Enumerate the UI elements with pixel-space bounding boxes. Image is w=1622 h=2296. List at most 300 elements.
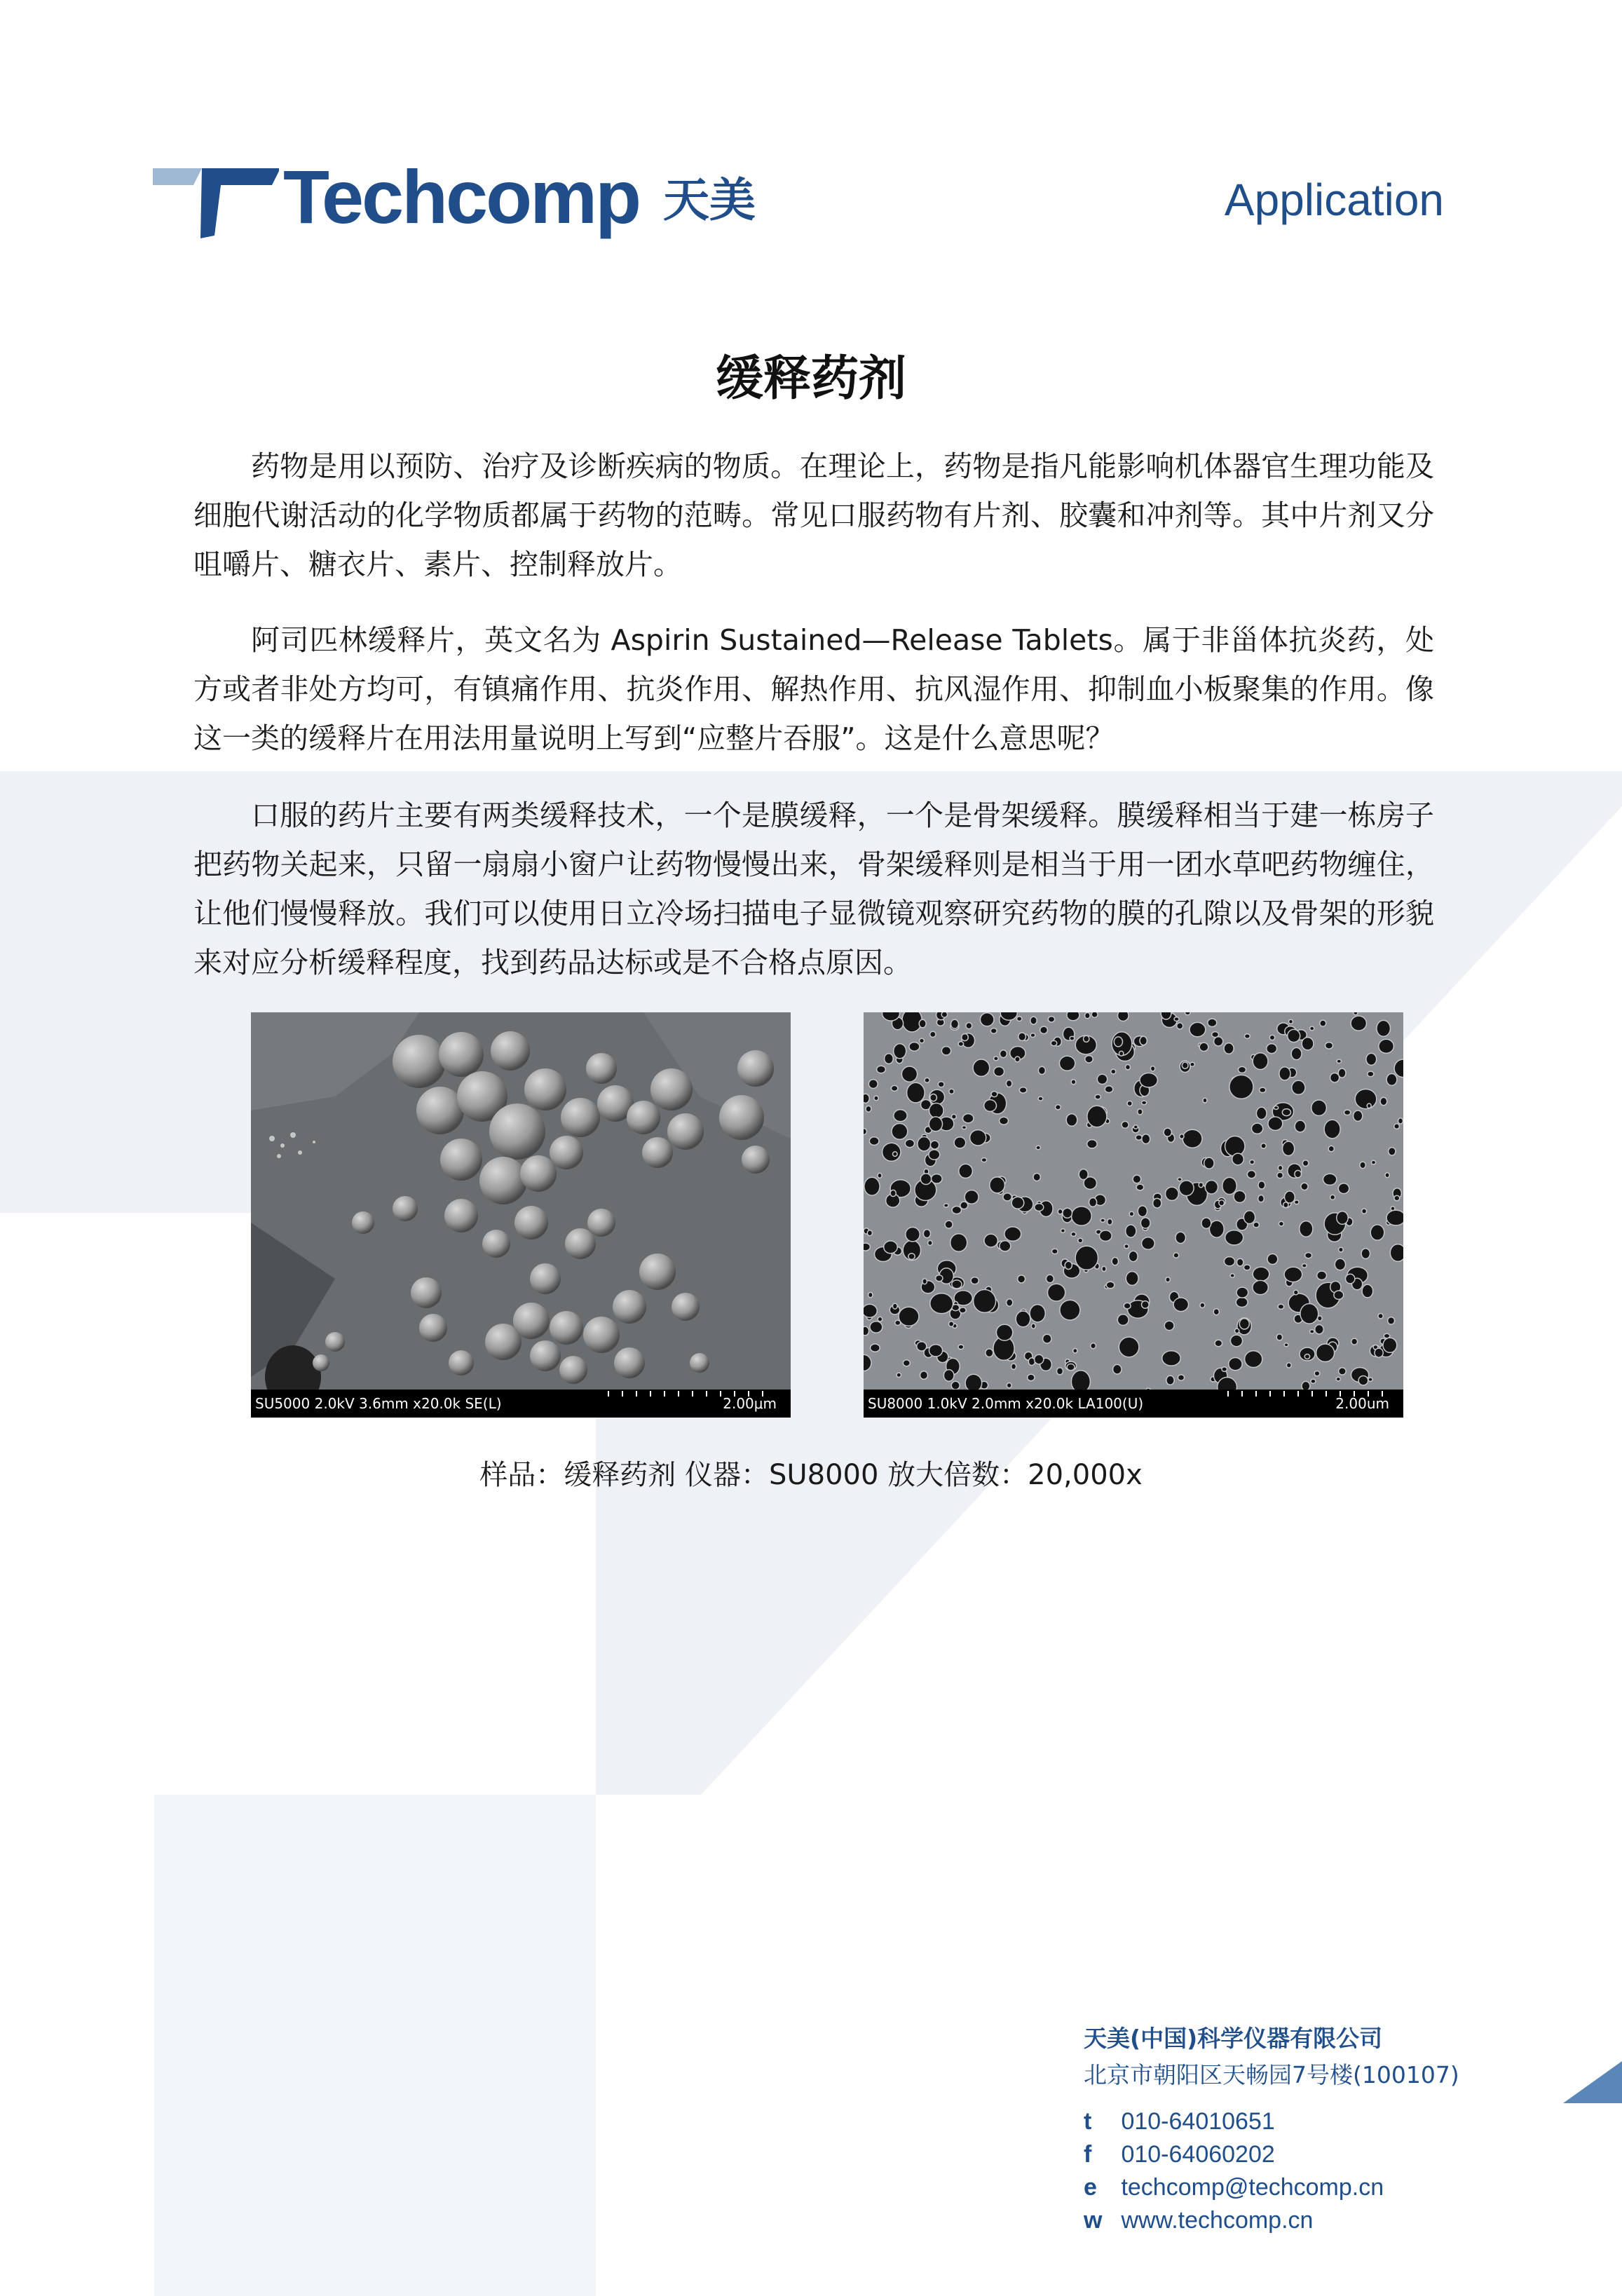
membrane-pore <box>1250 1160 1255 1164</box>
membrane-pore <box>918 1137 931 1151</box>
membrane-pore <box>1253 1267 1269 1281</box>
membrane-pore <box>944 1204 949 1207</box>
membrane-pore <box>1274 1106 1278 1110</box>
membrane-pore <box>884 1241 898 1254</box>
membrane-pore <box>1310 1330 1314 1333</box>
membrane-pore <box>1030 1017 1037 1024</box>
membrane-pore <box>1067 1364 1075 1370</box>
membrane-pore <box>1087 1106 1107 1127</box>
membrane-pore <box>1267 1044 1277 1054</box>
membrane-pore <box>1230 1335 1242 1347</box>
membrane-pore <box>1301 1183 1308 1190</box>
membrane-pore <box>1201 1218 1211 1228</box>
membrane-pore <box>1368 1071 1374 1077</box>
membrane-pore <box>1091 1012 1098 1017</box>
membrane-pore <box>1292 1080 1305 1094</box>
contact-phone <box>1084 2108 1275 2140</box>
membrane-pore <box>941 1047 950 1055</box>
membrane-pore <box>936 1275 943 1282</box>
membrane-pore <box>941 1012 947 1017</box>
membrane-pore <box>1253 1280 1268 1294</box>
membrane-pore <box>991 1092 997 1097</box>
membrane-pore <box>1234 1190 1246 1202</box>
membrane-pore <box>962 1034 969 1041</box>
membrane-pore <box>1239 1319 1249 1329</box>
membrane-pore <box>949 1089 954 1094</box>
membrane-pore <box>1283 1202 1288 1208</box>
membrane-pore <box>1324 1120 1340 1139</box>
membrane-pore <box>1113 1364 1122 1374</box>
membrane-pore <box>1059 1056 1075 1071</box>
company-address: 北京市朝阳区天畅园7号楼(100107) <box>1084 2061 1459 2088</box>
membrane-pore <box>1018 1033 1026 1040</box>
membrane-pore <box>1071 1080 1076 1085</box>
membrane-pore <box>1305 1253 1312 1258</box>
membrane-pore <box>1337 1059 1341 1063</box>
membrane-pore <box>871 1344 880 1352</box>
membrane-pore <box>1190 1022 1206 1036</box>
membrane-pore <box>1164 1128 1171 1136</box>
contact-website[interactable] <box>1084 2207 1313 2239</box>
membrane-pore <box>1362 1284 1373 1298</box>
contact-email[interactable] <box>1084 2174 1384 2206</box>
membrane-pore <box>1058 1209 1063 1214</box>
membrane-pore <box>1256 1107 1267 1119</box>
membrane-pore <box>1073 1349 1077 1353</box>
membrane-pore <box>1278 1304 1284 1309</box>
membrane-pore <box>1215 1340 1222 1346</box>
membrane-pore <box>986 1349 993 1357</box>
membrane-pore <box>1284 1267 1302 1282</box>
membrane-pore <box>901 1066 917 1082</box>
membrane-pore <box>1036 1146 1040 1150</box>
membrane-pore <box>1164 1321 1174 1330</box>
membrane-pore <box>1394 1124 1400 1129</box>
membrane-pore <box>1142 1134 1150 1144</box>
membrane-pore <box>1100 1230 1112 1241</box>
membrane-pore <box>1126 1065 1131 1070</box>
membrane-pore <box>1166 1277 1170 1282</box>
membrane-pore <box>1112 1258 1118 1265</box>
sem-info-text: SU8000 1.0kV 2.0mm x20.0k LA100(U) <box>868 1395 1144 1412</box>
membrane-pore <box>973 1059 990 1076</box>
membrane-pore <box>1000 1117 1009 1125</box>
membrane-pore <box>1106 1282 1115 1289</box>
membrane-pore <box>1278 1165 1282 1170</box>
membrane-pore <box>1040 1026 1048 1033</box>
membrane-pore <box>930 1094 937 1101</box>
membrane-pore <box>1204 1157 1214 1169</box>
membrane-pore <box>1119 1051 1124 1056</box>
membrane-pore <box>1234 1329 1239 1333</box>
membrane-pore <box>1302 1264 1307 1268</box>
membrane-pore <box>864 1129 867 1135</box>
membrane-pore <box>1178 1178 1182 1181</box>
membrane-pore <box>1286 1363 1291 1368</box>
membrane-pore <box>994 1057 998 1061</box>
membrane-pore <box>899 1307 919 1326</box>
membrane-pore <box>864 1326 869 1336</box>
membrane-pore <box>866 1106 871 1112</box>
membrane-pore <box>1066 1114 1077 1127</box>
membrane-pore <box>1316 1344 1335 1361</box>
membrane-pore <box>1138 1206 1147 1217</box>
membrane-pore <box>1175 1232 1185 1243</box>
sem-info-text: SU5000 2.0kV 3.6mm x20.0k SE(L) <box>255 1395 502 1412</box>
scale-bar-ticks-icon <box>864 1390 1403 1418</box>
membrane-pore <box>1200 1303 1205 1307</box>
membrane-pore <box>1236 1287 1248 1298</box>
membrane-pore <box>1224 1043 1234 1054</box>
contact-value[interactable]: www.techcomp.cn <box>1121 2207 1314 2234</box>
membrane-pore <box>1283 1141 1295 1155</box>
membrane-pore <box>1140 1036 1147 1045</box>
scale-bar-ticks-icon <box>251 1390 791 1418</box>
membrane-pore <box>1258 1181 1265 1189</box>
membrane-pore <box>1243 1211 1255 1224</box>
membrane-pore <box>1129 1211 1133 1216</box>
membrane-pore <box>920 1174 931 1185</box>
sem-image-pores <box>864 1012 1403 1418</box>
logo-chinese-name: 天美 <box>663 173 756 227</box>
membrane-pore <box>1245 1351 1262 1368</box>
membrane-pore <box>925 1078 929 1082</box>
sem-spheres-graphic <box>251 1012 791 1418</box>
membrane-pore <box>1351 1016 1366 1031</box>
membrane-pore <box>1030 1305 1045 1322</box>
contact-key: t <box>1084 2108 1092 2135</box>
membrane-pore <box>1243 1265 1250 1270</box>
membrane-pore <box>892 1303 897 1309</box>
membrane-pore <box>1061 1229 1065 1232</box>
membrane-pore <box>922 1279 927 1284</box>
membrane-pore <box>1379 1039 1394 1053</box>
membrane-pore <box>1325 1042 1333 1049</box>
membrane-pore <box>1105 1086 1113 1093</box>
membrane-pore <box>864 1243 870 1251</box>
membrane-pore <box>894 1110 907 1122</box>
membrane-pore <box>954 1137 966 1148</box>
membrane-pore <box>952 1207 961 1214</box>
membrane-pore <box>1295 1120 1305 1132</box>
membrane-pore <box>1071 1232 1076 1236</box>
sem-info-bar <box>251 1390 791 1418</box>
membrane-pore <box>1129 1251 1138 1261</box>
membrane-pore <box>984 1234 997 1247</box>
membrane-pore <box>878 1173 882 1178</box>
membrane-pore <box>1057 1368 1063 1375</box>
membrane-pore <box>1252 1123 1263 1134</box>
membrane-pore <box>1224 1257 1234 1266</box>
membrane-pore <box>1177 1023 1183 1029</box>
membrane-pore <box>1142 1237 1155 1250</box>
paragraph-intro: 药物是用以预防、治疗及诊断疾病的物质。在理论上，药物是指凡能影响机体器官生理功能及细胞代谢活动的化学物质都属于药物的范畴。常见口服药物有片剂、胶囊和冲剂等。其中片剂又分咀嚼片、糖衣片、素片、控制释放片。 <box>193 449 1434 581</box>
membrane-pore <box>1317 1271 1327 1279</box>
membrane-pore <box>1084 1035 1089 1042</box>
contact-key: e <box>1084 2174 1097 2201</box>
membrane-pore <box>868 1292 873 1297</box>
membrane-pore <box>1138 1109 1143 1115</box>
membrane-pore <box>952 1114 957 1119</box>
membrane-pore <box>1006 1080 1011 1087</box>
membrane-pore <box>1337 1211 1348 1225</box>
sem-scale-label: 2.00μm <box>723 1395 777 1412</box>
membrane-pore <box>1229 1358 1242 1371</box>
contact-fax <box>1084 2141 1275 2173</box>
membrane-pore <box>1358 1376 1368 1385</box>
membrane-pore <box>1351 1338 1358 1345</box>
membrane-pore <box>1007 1299 1013 1306</box>
membrane-pore <box>1232 1153 1244 1165</box>
membrane-pore <box>959 1164 973 1178</box>
membrane-pore <box>1127 1101 1132 1106</box>
document-title: 缓释药剂 <box>715 351 906 407</box>
membrane-pore <box>1388 1317 1395 1324</box>
membrane-pore <box>1048 1284 1065 1301</box>
membrane-pore <box>1284 1343 1288 1347</box>
membrane-pore <box>1140 1218 1150 1228</box>
membrane-pore <box>1205 1181 1218 1194</box>
sem-image-spheres <box>251 1012 791 1418</box>
contact-key: w <box>1084 2207 1103 2234</box>
membrane-pore <box>867 1230 872 1236</box>
membrane-pore <box>1276 1334 1282 1340</box>
membrane-pore <box>1380 1097 1387 1105</box>
membrane-pore <box>1180 1134 1184 1139</box>
contact-value: 010-64060202 <box>1121 2141 1275 2168</box>
membrane-pore <box>1000 1241 1011 1251</box>
membrane-pore <box>1067 1012 1079 1021</box>
membrane-pore <box>870 1322 882 1333</box>
membrane-pore <box>1150 1066 1154 1071</box>
membrane-pore <box>1161 1012 1171 1019</box>
membrane-pore <box>864 1177 880 1195</box>
membrane-pore <box>965 1190 979 1204</box>
membrane-pore <box>930 1293 953 1314</box>
membrane-pore <box>1222 1177 1236 1194</box>
membrane-pore <box>1033 1174 1040 1181</box>
membrane-pore <box>1166 1375 1174 1385</box>
membrane-pore <box>1285 1191 1295 1203</box>
membrane-pore <box>1060 1300 1080 1320</box>
membrane-pore <box>929 1345 942 1357</box>
membrane-pore <box>980 1013 994 1026</box>
membrane-pore <box>1122 1122 1129 1129</box>
membrane-pore <box>928 1240 933 1245</box>
membrane-pore <box>984 1100 997 1112</box>
membrane-pore <box>890 1190 896 1196</box>
membrane-pore <box>1302 1160 1308 1167</box>
membrane-pore <box>1367 1103 1371 1108</box>
membrane-pore <box>1079 1169 1088 1180</box>
membrane-pore <box>1311 1379 1316 1383</box>
membrane-pore <box>917 1342 927 1351</box>
membrane-pore <box>1199 1183 1203 1188</box>
membrane-pore <box>1370 1225 1384 1240</box>
membrane-pore <box>1253 1053 1268 1070</box>
membrane-pore <box>1000 1050 1007 1058</box>
membrane-pore <box>1366 1053 1377 1065</box>
membrane-pore <box>1028 1374 1035 1380</box>
membrane-pore <box>951 1381 960 1390</box>
membrane-pore <box>1362 1209 1367 1214</box>
membrane-pore <box>962 1126 966 1129</box>
membrane-pore <box>1004 1227 1021 1241</box>
membrane-pore <box>1011 1364 1016 1369</box>
logo-wordmark: Techcomp <box>283 154 640 239</box>
sem-info-bar <box>864 1390 1403 1418</box>
sem-scale-label: 2.00um <box>1335 1395 1389 1412</box>
membrane-pore <box>1126 1272 1138 1286</box>
membrane-pore <box>920 1038 925 1042</box>
membrane-pore <box>1118 1012 1129 1021</box>
membrane-pore <box>1339 1368 1347 1375</box>
membrane-pore <box>919 1019 926 1028</box>
membrane-pore <box>1019 1087 1027 1093</box>
membrane-pore <box>1236 1298 1248 1307</box>
membrane-pore <box>1179 1181 1194 1196</box>
membrane-pore <box>1142 1101 1147 1105</box>
membrane-pore <box>1394 1195 1400 1201</box>
membrane-pore <box>1386 1210 1403 1225</box>
membrane-pore <box>1085 1056 1093 1063</box>
membrane-pore <box>1174 1017 1179 1021</box>
membrane-pore <box>1295 1170 1302 1177</box>
membrane-pore <box>1153 1198 1161 1208</box>
membrane-pore <box>1038 1066 1045 1074</box>
membrane-pore <box>1100 1218 1105 1222</box>
membrane-pore <box>1173 1253 1179 1258</box>
membrane-pore <box>1173 1298 1188 1312</box>
membrane-pore <box>907 1082 925 1103</box>
membrane-pore <box>882 1143 901 1161</box>
membrane-pore <box>930 1031 936 1037</box>
membrane-pore <box>1330 1073 1340 1082</box>
membrane-pore <box>1282 1109 1290 1116</box>
membrane-pore <box>1338 1068 1346 1078</box>
membrane-pore <box>1203 1098 1207 1103</box>
section-label: Application <box>1224 175 1444 225</box>
membrane-pore <box>1314 1371 1320 1376</box>
paragraph-aspirin: 阿司匹林缓释片，英文名为 Aspirin Sustained—Release Tablets。属于非甾体抗炎药，处方或者非处方均可，有镇痛作用、抗炎作用、解热作用、抗风湿作用、抑制血小板聚集的作用。像这一类的缓释片在用法用量说明上写到“应整片吞服”。这是什么意思呢？ <box>193 623 1434 755</box>
membrane-pore <box>1383 1338 1397 1352</box>
techcomp-logo[interactable] <box>153 153 770 244</box>
membrane-pore <box>1003 1193 1011 1201</box>
membrane-pore <box>1335 1258 1345 1270</box>
membrane-pore <box>1212 1032 1219 1038</box>
membrane-pore <box>1065 1261 1072 1269</box>
membrane-pore <box>1261 1143 1266 1149</box>
membrane-pore <box>1136 1135 1142 1140</box>
membrane-pore <box>923 1230 930 1238</box>
membrane-pore <box>864 1304 877 1317</box>
membrane-pore <box>1091 1343 1096 1349</box>
membrane-pore <box>1031 1324 1035 1329</box>
membrane-pore <box>1126 1225 1136 1237</box>
membrane-pore <box>874 1096 878 1101</box>
membrane-pore <box>1291 1047 1302 1059</box>
membrane-pore <box>1328 1146 1334 1151</box>
membrane-pore <box>1253 1222 1259 1228</box>
contact-value[interactable]: techcomp@techcomp.cn <box>1121 2174 1384 2201</box>
membrane-pore <box>920 1371 928 1380</box>
company-name: 天美(中国)科学仪器有限公司 <box>1084 2025 1383 2052</box>
membrane-pore <box>905 1139 914 1147</box>
membrane-pore <box>1377 1020 1391 1036</box>
membrane-pore <box>1378 1314 1383 1319</box>
membrane-pore <box>878 1317 882 1322</box>
membrane-pore <box>994 1067 1004 1077</box>
membrane-pore <box>1095 1094 1100 1099</box>
membrane-pore <box>981 1158 986 1162</box>
membrane-pore <box>990 1177 1005 1193</box>
membrane-pore <box>1030 1033 1035 1038</box>
membrane-pore <box>949 1322 954 1326</box>
membrane-pore <box>864 1094 869 1103</box>
membrane-pore <box>1222 1367 1227 1372</box>
membrane-pore <box>1230 1274 1234 1277</box>
membrane-pore <box>1269 1035 1274 1040</box>
membrane-pore <box>1035 1354 1044 1364</box>
membrane-pore <box>1258 1195 1265 1202</box>
membrane-pore <box>1133 1125 1138 1129</box>
paragraph-sustained-release: 口服的药片主要有两类缓释技术，一个是膜缓释，一个是骨架缓释。膜缓释相当于建一栋房子把药物关起来，只留一扇扇小窗户让药物慢慢出来，骨架缓释则是相当于用一团水草吧药物缠住，让他们慢慢释放。我们可以使用日立冷场扫描电子显微镜观察研究药物的膜的孔隙以及骨架的形貌来对应分析缓释程度，找到药品达标或是不合格点原因。 <box>193 799 1434 979</box>
membrane-pore <box>1330 1195 1335 1200</box>
membrane-pore <box>1289 1019 1293 1024</box>
membrane-pore <box>1267 1254 1278 1265</box>
membrane-pore <box>1237 1258 1243 1266</box>
contact-value: 010-64010651 <box>1121 2108 1275 2135</box>
membrane-pore <box>938 1082 944 1087</box>
membrane-pore <box>1182 1062 1188 1068</box>
membrane-pore <box>1142 1301 1150 1309</box>
membrane-pore <box>990 1028 997 1034</box>
membrane-pore <box>885 1054 894 1064</box>
membrane-pore <box>1344 1110 1351 1115</box>
membrane-pore <box>908 1254 915 1260</box>
membrane-pore <box>1136 1184 1144 1190</box>
membrane-pore <box>952 1280 962 1289</box>
membrane-pore <box>1052 1249 1058 1254</box>
membrane-pore <box>1239 1066 1246 1073</box>
membrane-pore <box>1108 1219 1112 1225</box>
membrane-pore <box>1185 1012 1191 1015</box>
membrane-pore <box>1302 1038 1314 1050</box>
membrane-pore <box>1097 1074 1107 1084</box>
membrane-pore <box>1398 1118 1403 1124</box>
membrane-pore <box>897 1373 901 1377</box>
membrane-pore <box>1360 1162 1365 1169</box>
membrane-pore <box>1315 1325 1323 1334</box>
membrane-pore <box>996 1324 1012 1340</box>
membrane-pore <box>1277 1172 1283 1178</box>
membrane-pore <box>932 1174 943 1183</box>
membrane-pore <box>893 1152 898 1157</box>
membrane-pore <box>1015 1057 1020 1062</box>
membrane-pore <box>1214 1037 1223 1046</box>
sem-pores-graphic <box>864 1012 1403 1418</box>
membrane-pore <box>1334 1291 1344 1299</box>
membrane-pore <box>1208 1019 1217 1026</box>
membrane-pore <box>1017 1017 1022 1021</box>
membrane-pore <box>1190 1062 1195 1066</box>
membrane-pore <box>1183 1129 1202 1148</box>
membrane-pore <box>1213 1309 1219 1315</box>
membrane-pore <box>1225 1136 1245 1157</box>
membrane-pore <box>1310 1026 1314 1031</box>
membrane-pore <box>951 1019 959 1028</box>
membrane-pore <box>1375 1348 1383 1357</box>
